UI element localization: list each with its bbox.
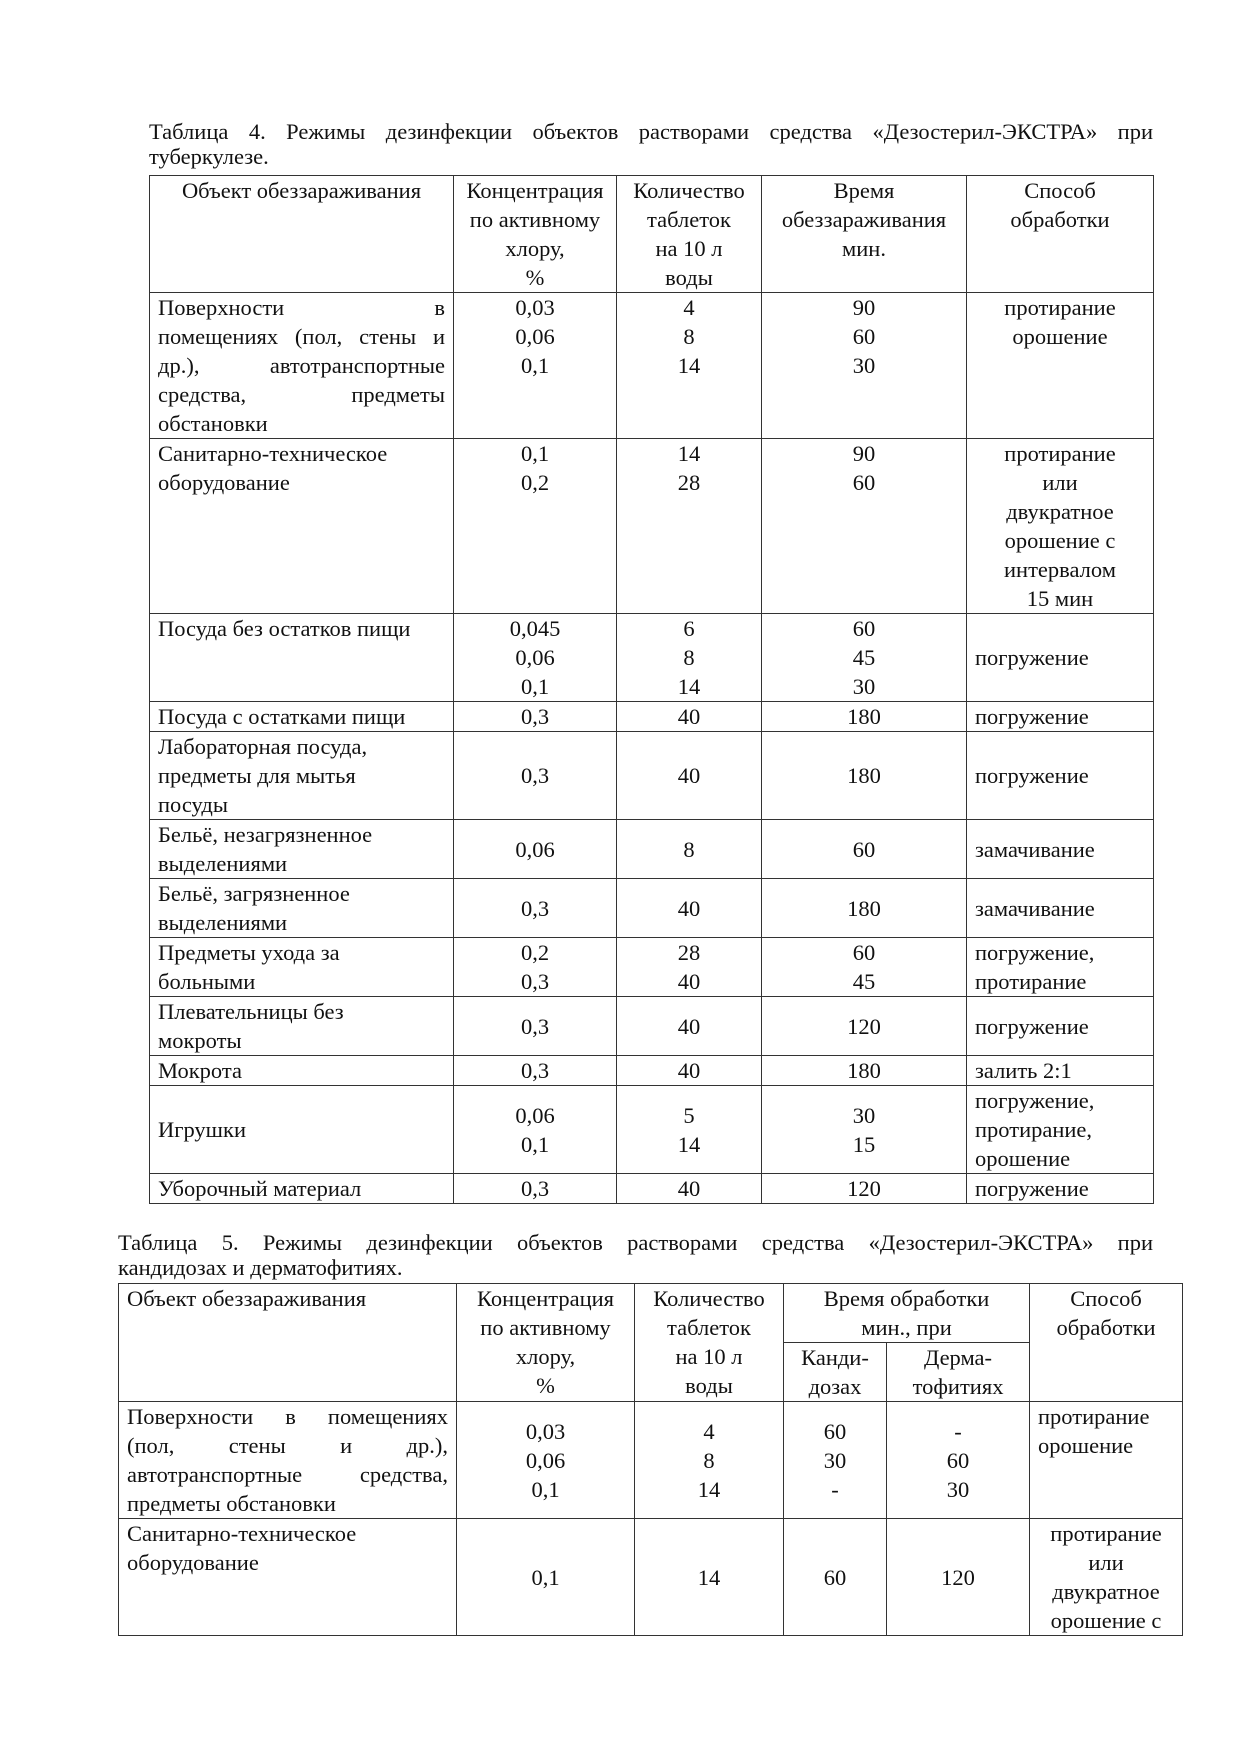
cell-time-line: 45: [852, 969, 876, 994]
cell-tablets-line: 28: [677, 470, 701, 495]
cell-object: [150, 1086, 454, 1174]
cell-concentration: [454, 614, 617, 702]
header-concentration-line: Концентрация: [476, 1286, 615, 1311]
cell-method-line: погружение,: [975, 1088, 1095, 1113]
header-tablets-line: на 10 л: [655, 236, 723, 261]
cell-time-line: 90: [852, 295, 876, 320]
cell-object-line: Санитарно-техническое: [127, 1521, 357, 1546]
cell-method-line: погружение: [975, 645, 1089, 670]
cell-concentration-line: 0,06: [525, 1447, 566, 1473]
header-tablets-line: Количество: [653, 1286, 765, 1311]
cell-time: [762, 997, 967, 1056]
cell-method: [967, 879, 1154, 938]
cell-concentration-line: 0,1: [520, 1131, 550, 1157]
cell-concentration-line: 0,2: [520, 940, 550, 965]
cell-time: [762, 732, 967, 820]
cell-time-line: 120: [847, 1176, 881, 1201]
table5-header-row: [119, 1284, 1183, 1343]
table-row: [150, 702, 1154, 732]
cell-tablets: [617, 702, 762, 732]
header-time-line: обеззараживания: [781, 207, 947, 232]
cell-time-line: 180: [847, 895, 881, 921]
cell-object-line: Мокрота: [158, 1058, 242, 1083]
table-row: [150, 439, 1154, 614]
cell-time: [762, 1056, 967, 1086]
table-row: [150, 997, 1154, 1056]
cell-concentration-line: 0,06: [515, 1102, 555, 1128]
header-method: [1030, 1284, 1183, 1402]
cell-concentration-line: 0,06: [515, 324, 555, 349]
cell-object-line: выделениями: [158, 910, 288, 935]
cell-method-line: или: [1088, 1550, 1124, 1575]
cell-method: [1030, 1519, 1183, 1636]
cell-object-line: предметы обстановки: [127, 1491, 336, 1516]
cell-object-line: Плевательницы без: [158, 999, 344, 1024]
cell-time-line: 60: [852, 616, 876, 641]
cell-concentration-line: 0,1: [520, 353, 550, 378]
table4-caption-line2: туберкулезе.: [149, 144, 269, 169]
cell-object-line: Санитарно-техническое: [158, 441, 388, 466]
cell-method: [967, 1086, 1154, 1174]
header-time: [762, 176, 967, 293]
cell-tablets-line: 8: [683, 324, 695, 349]
cell-concentration-line: 0,3: [520, 1013, 550, 1039]
table5-caption: [118, 1230, 1153, 1280]
cell-object: [150, 879, 454, 938]
cell-time-line: 120: [847, 1013, 881, 1039]
cell-tablets-line: 40: [677, 704, 701, 729]
cell-time: [762, 879, 967, 938]
cell-method-line: погружение,: [975, 940, 1095, 965]
cell-method-line: орошение с: [1050, 1608, 1162, 1633]
cell-object-line: Бельё, незагрязненное: [158, 822, 373, 847]
table4-caption: [149, 119, 1153, 169]
cell-concentration: [454, 1174, 617, 1204]
cell-concentration-line: 0,1: [520, 674, 550, 699]
cell-object-line: Поверхности в помещениях: [127, 1404, 448, 1429]
cell-concentration-line: 0,06: [515, 645, 555, 670]
cell-concentration-line: 0,1: [531, 1476, 560, 1502]
table4: [149, 175, 1154, 1204]
cell-tablets-line: 28: [677, 940, 701, 965]
cell-concentration: [454, 938, 617, 997]
cell-object-line: предметы для мытья: [158, 763, 356, 788]
header-method-line: Способ: [1070, 1286, 1142, 1311]
cell-time-line: 15: [852, 1131, 876, 1157]
table5-caption-line1: Таблица 5. Режимы дезинфекции объектов растворами средства «Дезостерил-ЭКСТРА» при: [118, 1230, 1153, 1255]
cell-concentration-line: 0,3: [520, 1058, 550, 1083]
header-concentration-line: %: [536, 1373, 555, 1398]
cell-object-line: выделениями: [158, 851, 288, 876]
cell-object-line: Уборочный материал: [158, 1176, 362, 1201]
cell-object: [150, 1174, 454, 1204]
cell-concentration: [457, 1519, 635, 1636]
cell-concentration-line: 0,3: [520, 969, 550, 994]
cell-time: [762, 1174, 967, 1204]
cell-method: [967, 997, 1154, 1056]
cell-tablets-line: 40: [677, 969, 701, 994]
cell-dermato: [887, 1519, 1030, 1636]
cell-concentration-line: 0,3: [520, 1176, 550, 1201]
cell-method-line: двукратное: [1006, 499, 1114, 524]
table5-caption-line2: кандидозах и дерматофитиях.: [118, 1255, 403, 1280]
cell-tablets: [617, 732, 762, 820]
cell-time-line: 60: [852, 940, 876, 965]
cell-method: [967, 732, 1154, 820]
header-candid-line: дозах: [808, 1374, 862, 1399]
header-concentration-line: %: [525, 265, 545, 290]
cell-dermato-line: 60: [946, 1447, 970, 1473]
cell-method-line: протирание,: [975, 1117, 1093, 1142]
header-time-line: Время обработки: [823, 1286, 990, 1311]
table-row: [119, 1402, 1183, 1519]
header-concentration: [457, 1284, 635, 1402]
cell-object: [150, 614, 454, 702]
cell-tablets-line: 40: [677, 1176, 701, 1201]
cell-object-line: посуды: [158, 792, 228, 817]
table-row: [119, 1519, 1183, 1636]
cell-object-line: Посуда без остатков пищи: [158, 616, 411, 641]
cell-method-line: протирание: [975, 969, 1087, 994]
cell-time-line: 60: [852, 470, 876, 495]
cell-object: [150, 732, 454, 820]
header-candid-line: Канди-: [801, 1345, 869, 1370]
cell-method-line: или: [1042, 470, 1078, 495]
cell-object-line: оборудование: [158, 470, 290, 495]
header-time: [784, 1284, 1030, 1343]
cell-object-line: Бельё, загрязненное: [158, 881, 350, 906]
cell-object: [150, 1056, 454, 1086]
cell-time: [762, 439, 967, 614]
cell-tablets: [617, 1086, 762, 1174]
cell-tablets-line: 40: [677, 1013, 701, 1039]
cell-tablets-line: 14: [677, 441, 701, 466]
cell-time-line: 180: [847, 704, 881, 729]
cell-tablets-line: 40: [677, 895, 701, 921]
cell-concentration-line: 0,03: [515, 295, 555, 320]
header-dermato-line: тофитиях: [912, 1374, 1004, 1399]
cell-object-line: Поверхности в: [158, 295, 445, 320]
header-time-line: мин.: [842, 236, 886, 261]
cell-time: [762, 1086, 967, 1174]
cell-tablets-line: 14: [677, 1131, 701, 1157]
cell-concentration: [454, 879, 617, 938]
cell-method-line: погружение: [975, 704, 1089, 729]
cell-dermato-line: 30: [946, 1476, 970, 1502]
header-tablets: [617, 176, 762, 293]
cell-time: [762, 614, 967, 702]
header-method-line: обработки: [1010, 207, 1110, 232]
cell-candid: [784, 1402, 887, 1519]
cell-object-line: Игрушки: [158, 1117, 246, 1142]
cell-method-line: залить 2:1: [975, 1058, 1072, 1083]
cell-method-line: двукратное: [1052, 1579, 1160, 1604]
header-dermato-line: Дерма-: [923, 1345, 993, 1370]
cell-concentration-line: 0,045: [509, 616, 561, 641]
cell-object: [150, 293, 454, 439]
cell-object-line: Лабораторная посуда,: [158, 734, 368, 759]
header-dermato: [887, 1343, 1030, 1402]
cell-tablets-line: 14: [677, 674, 701, 699]
cell-tablets: [635, 1402, 784, 1519]
cell-method: [967, 439, 1154, 614]
header-tablets-line: на 10 л: [675, 1344, 743, 1369]
cell-method-line: протирание: [1050, 1521, 1162, 1546]
cell-method-line: орошение: [975, 1146, 1071, 1171]
cell-concentration: [454, 1086, 617, 1174]
cell-object-line: Предметы ухода за: [158, 940, 340, 965]
cell-tablets: [617, 879, 762, 938]
cell-tablets: [617, 820, 762, 879]
table-row: [150, 732, 1154, 820]
header-concentration-line: хлору,: [515, 1344, 576, 1369]
cell-object-line: обстановки: [158, 411, 268, 436]
cell-method-line: погружение: [975, 1176, 1089, 1201]
cell-tablets: [617, 1056, 762, 1086]
cell-tablets-line: 4: [703, 1418, 715, 1444]
cell-time: [762, 702, 967, 732]
cell-method-line: орошение: [1038, 1433, 1134, 1458]
cell-time-line: 60: [852, 324, 876, 349]
cell-time-line: 60: [852, 836, 876, 862]
cell-method-line: 15 мин: [1026, 586, 1094, 611]
cell-object-line: больными: [158, 969, 256, 994]
cell-time-line: 90: [852, 441, 876, 466]
cell-method-line: погружение: [975, 763, 1089, 788]
cell-method: [967, 820, 1154, 879]
cell-time-line: 30: [852, 353, 876, 378]
cell-time-line: 180: [847, 763, 881, 788]
cell-object: [150, 820, 454, 879]
cell-object: [150, 997, 454, 1056]
table4-header-row: [150, 176, 1154, 293]
cell-method: [967, 938, 1154, 997]
cell-method-line: протирание: [1004, 295, 1116, 320]
table-row: [150, 293, 1154, 439]
header-method-line: обработки: [1056, 1315, 1156, 1340]
header-time-line: Время: [833, 178, 895, 203]
table-row: [150, 1174, 1154, 1204]
header-method-line: Способ: [1024, 178, 1096, 203]
cell-object-line: Посуда с остатками пищи: [158, 704, 406, 729]
cell-object: [119, 1402, 457, 1519]
cell-tablets: [617, 938, 762, 997]
cell-tablets-line: 40: [677, 763, 701, 788]
cell-object-line: оборудование: [127, 1550, 259, 1575]
cell-method: [967, 293, 1154, 439]
cell-tablets: [617, 997, 762, 1056]
cell-dermato-line: 120: [941, 1564, 975, 1590]
cell-concentration-line: 0,1: [520, 441, 550, 466]
table-row: [150, 614, 1154, 702]
table-row: [150, 938, 1154, 997]
header-object: Объект обеззараживания: [119, 1284, 457, 1402]
cell-concentration-line: 0,06: [515, 836, 555, 862]
header-method: [967, 176, 1154, 293]
cell-object: [119, 1519, 457, 1636]
cell-concentration: [454, 293, 617, 439]
table-row: [150, 820, 1154, 879]
cell-concentration: [454, 702, 617, 732]
table-row: [150, 1056, 1154, 1086]
cell-concentration: [457, 1402, 635, 1519]
table5: [118, 1283, 1183, 1636]
cell-candid-line: 30: [823, 1447, 847, 1473]
cell-tablets-line: 8: [703, 1447, 715, 1473]
cell-method-line: протирание: [1004, 441, 1116, 466]
cell-object: [150, 938, 454, 997]
header-concentration-line: Концентрация: [466, 178, 604, 203]
cell-time-line: 180: [847, 1058, 881, 1083]
cell-method-line: протирание: [1038, 1404, 1150, 1429]
cell-time-line: 45: [852, 645, 876, 670]
cell-candid-line: -: [831, 1476, 839, 1502]
header-time-line: мин., при: [861, 1315, 952, 1340]
cell-object-line: др.), автотранспортные: [158, 353, 445, 378]
cell-concentration-line: 0,3: [520, 704, 550, 729]
cell-method-line: орошение: [1012, 324, 1108, 349]
cell-method-line: замачивание: [975, 836, 1095, 862]
cell-tablets-line: 14: [677, 353, 701, 378]
cell-tablets: [635, 1519, 784, 1636]
cell-candid-line: 60: [823, 1564, 847, 1590]
cell-tablets-line: 5: [683, 1102, 695, 1128]
cell-concentration-line: 0,1: [531, 1564, 560, 1590]
cell-dermato-line: -: [954, 1418, 962, 1444]
cell-object-line: автотранспортные средства,: [127, 1462, 448, 1487]
cell-concentration: [454, 997, 617, 1056]
cell-method: [967, 702, 1154, 732]
cell-tablets-line: 40: [677, 1058, 701, 1083]
cell-tablets-line: 8: [683, 836, 695, 862]
cell-tablets-line: 8: [683, 645, 695, 670]
cell-tablets: [617, 1174, 762, 1204]
cell-method-line: погружение: [975, 1013, 1089, 1039]
cell-tablets: [617, 439, 762, 614]
cell-concentration: [454, 1056, 617, 1086]
header-tablets-line: Количество: [633, 178, 745, 203]
cell-candid: [784, 1519, 887, 1636]
table-row: [150, 879, 1154, 938]
cell-time: [762, 820, 967, 879]
header-tablets-line: таблеток: [667, 1315, 751, 1340]
header-tablets: [635, 1284, 784, 1402]
cell-time: [762, 938, 967, 997]
cell-concentration-line: 0,3: [520, 763, 550, 788]
cell-concentration-line: 0,2: [520, 470, 550, 495]
cell-method: [967, 1174, 1154, 1204]
cell-candid-line: 60: [823, 1418, 847, 1444]
cell-tablets-line: 14: [697, 1564, 721, 1590]
cell-dermato: [887, 1402, 1030, 1519]
cell-method-line: замачивание: [975, 895, 1095, 921]
cell-time: [762, 293, 967, 439]
cell-object: [150, 439, 454, 614]
header-tablets-line: воды: [685, 1373, 733, 1398]
cell-object: [150, 702, 454, 732]
cell-method: [967, 614, 1154, 702]
cell-concentration: [454, 439, 617, 614]
header-tablets-line: таблеток: [647, 207, 731, 232]
cell-method-line: орошение с: [1004, 528, 1116, 553]
header-concentration-line: по активному: [480, 1315, 611, 1340]
cell-time-line: 30: [852, 1102, 876, 1128]
cell-method: [967, 1056, 1154, 1086]
cell-time-line: 30: [852, 674, 876, 699]
cell-method-line: интервалом: [1004, 557, 1116, 582]
cell-tablets-line: 6: [683, 616, 695, 641]
cell-concentration: [454, 732, 617, 820]
cell-object-line: средства, предметы: [158, 382, 445, 407]
cell-method: [1030, 1402, 1183, 1519]
cell-object-line: мокроты: [158, 1028, 242, 1053]
cell-tablets-line: 14: [697, 1476, 721, 1502]
cell-object-line: помещениях (пол, стены и: [158, 324, 445, 349]
header-candid: [784, 1343, 887, 1402]
header-concentration-line: хлору,: [505, 236, 565, 261]
header-object: Объект обеззараживания: [150, 176, 454, 293]
table4-caption-line1: Таблица 4. Режимы дезинфекции объектов растворами средства «Дезостерил-ЭКСТРА» при: [149, 119, 1153, 144]
cell-tablets: [617, 293, 762, 439]
header-tablets-line: воды: [665, 265, 713, 290]
table-row: [150, 1086, 1154, 1174]
header-concentration-line: по активному: [469, 207, 601, 232]
cell-concentration-line: 0,3: [520, 895, 550, 921]
cell-concentration-line: 0,03: [525, 1418, 566, 1444]
cell-object-line: (пол, стены и др.),: [127, 1433, 448, 1458]
cell-tablets: [617, 614, 762, 702]
header-concentration: [454, 176, 617, 293]
cell-tablets-line: 4: [683, 295, 695, 320]
cell-concentration: [454, 820, 617, 879]
